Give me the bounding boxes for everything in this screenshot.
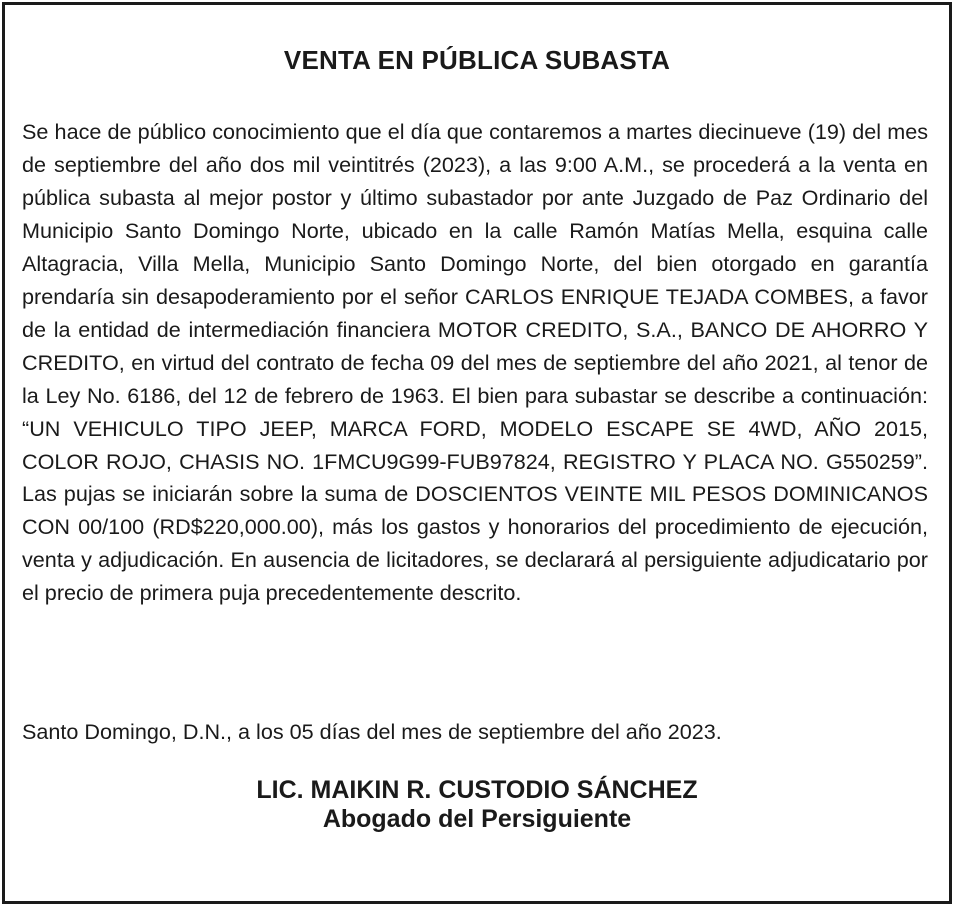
signature-name: LIC. MAIKIN R. CUSTODIO SÁNCHEZ: [256, 776, 698, 804]
signature-role: Abogado del Persiguiente: [322, 805, 632, 833]
notice-title: VENTA EN PÚBLICA SUBASTA: [283, 45, 671, 75]
notice-body: Se hace de público conocimiento que el día que contaremos a martes diecinueve (19) del mes de septiembre del año dos mil veintitrés (2023), a las 9:00 A.M., se procederá a la venta en pública subasta al mejor postor y último subastador por ante Juzgado de Paz Ordinario del Municipio Santo Domingo Norte, ubicado en la calle Ramón Matías Mella, esquina calle Altagracia, Villa Mella, Municipio Santo Domingo Norte, del bien otorgado en garantía prendaría sin desapoderamiento por el señor CARLOS ENRIQUE TEJADA COMBES, a favor de la entidad de intermediación financiera MOTOR CREDITO, S.A., BANCO DE AHORRO Y CREDITO, en virtud del contrato de fecha 09 del mes de septiembre del año 2021, al tenor de la Ley No. 6186, del 12 de febrero de 1963. El bien para subastar se describe a continuación: “UN VEHICULO TIPO JEEP, MARCA FORD, MODELO ESCAPE SE 4WD, AÑO 2015, COLOR ROJO, CHASIS NO. 1FMCU9G99-FUB97824, REGISTRO Y PLACA NO. G550259”. Las pujas se iniciarán sobre la suma de DOSCIENTOS VEINTE MIL PESOS DOMINICANOS CON 00/100 (RD$220,000.00), más los gastos y honorarios del procedimiento de ejecución, venta y adjudicación. En ausencia de licitadores, se declarará al persiguiente adjudicatario por el precio de primera puja precedentemente descrito.: [22, 119, 928, 606]
notice-closing-date: Santo Domingo, D.N., a los 05 días del mes de septiembre del año 2023.: [22, 719, 722, 744]
signature-block: [5, 776, 949, 834]
notice-frame: [2, 2, 952, 904]
